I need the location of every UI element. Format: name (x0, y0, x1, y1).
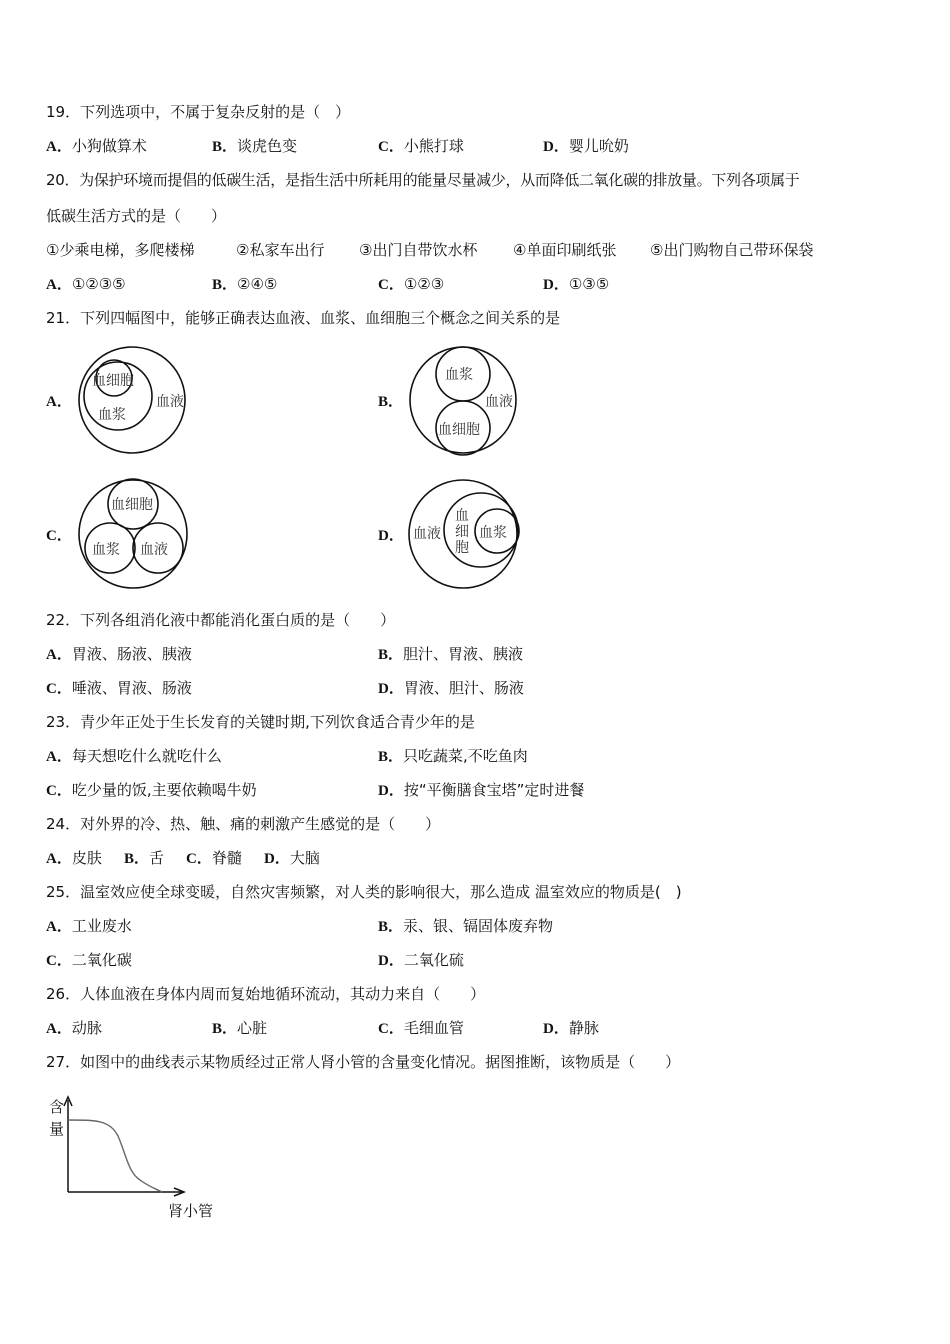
question-27-stem: 27．如图中的曲线表示某物质经过正常人肾小管的含量变化情况。据图推断，该物质是（ ） (46, 1053, 681, 1071)
option-text: 工业废水 (71, 917, 132, 935)
option-text: 按“平衡膳食宝塔”定时进餐 (403, 781, 585, 799)
option-text: 大脑 (289, 849, 320, 867)
q21-option-a-label: A． (46, 394, 72, 410)
option-text: 汞、银、镉固体废弃物 (403, 917, 554, 935)
q21-diagram-b (405, 344, 525, 456)
option-text: 心脏 (237, 1019, 268, 1037)
q26-option-b (212, 1018, 267, 1039)
question-23-stem: 23．青少年正处于生长发育的关键时期,下列饮食适合青少年的是 (46, 713, 475, 731)
q19-option-c (378, 136, 464, 157)
y-axis-label-2: 量 (49, 1120, 65, 1138)
question-20-stem-line2: 低碳生活方式的是（ ） (46, 207, 227, 225)
q20-item-2: ②私家车出行 (236, 241, 325, 259)
option-label: D． (543, 139, 569, 155)
q20-item-4: ④单面印刷纸张 (513, 241, 617, 259)
y-axis-label-1: 含 (49, 1098, 65, 1116)
option-text: 谈虎色变 (237, 137, 298, 155)
option-text: 每天想吃什么就吃什么 (71, 747, 222, 765)
option-label: C． (46, 783, 72, 799)
label-cell-char3: 胞 (455, 540, 469, 556)
q26-option-c (378, 1018, 464, 1039)
option-text: 二氧化硫 (403, 951, 464, 969)
option-label: C． (46, 953, 72, 969)
label-cell: 血细胞 (111, 497, 153, 513)
question-26-stem: 26．人体血液在身体内周而复始地循环流动，其动力来自（ ） (46, 985, 486, 1003)
q20-option-b (212, 274, 277, 295)
option-label: A． (46, 851, 72, 867)
q22-option-b (378, 644, 523, 665)
q20-item-5: ⑤出门购物自己带环保袋 (650, 241, 814, 259)
q19-option-a (46, 136, 147, 157)
option-text: ①③⑤ (568, 275, 610, 293)
q26-option-a (46, 1018, 102, 1039)
label-cell: 血细胞 (438, 422, 480, 438)
q21-diagram-d (405, 476, 525, 590)
option-label: D． (543, 277, 569, 293)
question-24-stem: 24．对外界的冷、热、触、痛的刺激产生感觉的是（ ） (46, 815, 441, 833)
option-label: C． (46, 681, 72, 697)
option-label: A． (46, 647, 72, 663)
option-label: A． (46, 139, 72, 155)
question-21-stem: 21．下列四幅图中，能够正确表达血液、血浆、血细胞三个概念之间关系的是 (46, 309, 561, 327)
option-text: 唾液、胃液、肠液 (71, 679, 192, 697)
label-cell: 血细胞 (92, 373, 134, 389)
q24-option-d (264, 848, 320, 869)
option-text: 胆汁、胃液、胰液 (403, 645, 524, 663)
option-text: 婴儿吮奶 (568, 137, 629, 155)
label-plasma: 血浆 (445, 367, 473, 383)
label-plasma: 血浆 (479, 525, 507, 541)
q21-diagram-a (76, 344, 196, 456)
q22-option-d (378, 678, 524, 699)
option-text: ①②③⑤ (71, 275, 126, 293)
q23-option-c (46, 780, 257, 801)
q21-diagram-c (76, 476, 196, 590)
q24-option-b (124, 848, 164, 869)
option-text: 胃液、肠液、胰液 (71, 645, 192, 663)
label-cell-char1: 血 (455, 508, 469, 524)
option-text: 吃少量的饭,主要依赖喝牛奶 (71, 781, 257, 799)
q25-option-c (46, 950, 132, 971)
option-label: D． (543, 1021, 569, 1037)
q21-option-b-label: B． (378, 394, 404, 410)
option-text: 脊髓 (211, 849, 242, 867)
option-text: 毛细血管 (403, 1019, 464, 1037)
option-text: 动脉 (71, 1019, 102, 1037)
q20-option-d (543, 274, 609, 295)
q23-option-b (378, 746, 528, 767)
content-curve (68, 1120, 162, 1192)
option-label: B． (378, 749, 404, 765)
option-text: 胃液、胆汁、肠液 (403, 679, 524, 697)
q23-option-a (46, 746, 222, 767)
q22-option-a (46, 644, 192, 665)
q19-option-d (543, 136, 629, 157)
label-plasma: 血浆 (98, 407, 126, 423)
option-label: C． (378, 1021, 404, 1037)
option-label: D． (378, 681, 404, 697)
option-label: D． (264, 851, 290, 867)
option-label: C． (186, 851, 212, 867)
option-label: B． (378, 919, 404, 935)
label-blood: 血液 (140, 542, 168, 558)
q24-option-c (186, 848, 242, 869)
option-text: 静脉 (568, 1019, 599, 1037)
q24-option-a (46, 848, 102, 869)
option-label: A． (46, 749, 72, 765)
option-label: A． (46, 919, 72, 935)
label-cell-char2: 细 (455, 524, 469, 540)
q26-option-d (543, 1018, 599, 1039)
option-text: 只吃蔬菜,不吃鱼肉 (403, 747, 528, 765)
q20-option-c (378, 274, 444, 295)
question-22-stem: 22．下列各组消化液中都能消化蛋白质的是（ ） (46, 611, 396, 629)
q20-item-3: ③出门自带饮水杯 (359, 241, 478, 259)
q22-option-c (46, 678, 192, 699)
option-label: C． (378, 277, 404, 293)
label-blood: 血液 (485, 394, 513, 410)
option-text: 舌 (149, 849, 165, 867)
option-text: 小狗做算术 (71, 137, 147, 155)
option-label: D． (378, 783, 404, 799)
label-blood: 血液 (156, 394, 184, 410)
option-label: D． (378, 953, 404, 969)
q25-option-a (46, 916, 132, 937)
q27-content-graph (44, 1092, 234, 1222)
q20-option-a (46, 274, 126, 295)
question-25-stem: 25．温室效应使全球变暖，自然灾害频繁，对人类的影响很大，那么造成 温室效应的物质是( ) (46, 883, 682, 901)
question-20-stem-line1: 20．为保护环境而提倡的低碳生活，是指生活中所耗用的能量尽量减少，从而降低二氧化碳的排放量。下列各项属于 (46, 171, 800, 189)
option-label: B． (212, 277, 238, 293)
option-text: 小熊打球 (403, 137, 464, 155)
q25-option-b (378, 916, 553, 937)
question-19-stem: 19．下列选项中，不属于复杂反射的是（ ） (46, 103, 351, 121)
q21-option-d-label: D． (378, 528, 404, 544)
q19-option-b (212, 136, 297, 157)
option-label: B． (378, 647, 404, 663)
option-label: B． (212, 139, 238, 155)
label-plasma: 血浆 (92, 542, 120, 558)
option-label: A． (46, 1021, 72, 1037)
q20-item-1: ①少乘电梯，多爬楼梯 (46, 241, 195, 259)
option-text: ①②③ (403, 275, 445, 293)
option-text: 皮肤 (71, 849, 102, 867)
q21-option-c-label: C． (46, 528, 72, 544)
label-blood: 血液 (413, 526, 441, 542)
option-label: B． (212, 1021, 238, 1037)
q23-option-d (378, 780, 584, 801)
option-text: ②④⑤ (237, 275, 278, 293)
option-label: B． (124, 851, 150, 867)
x-axis-label: 肾小管 (168, 1202, 214, 1220)
q25-option-d (378, 950, 464, 971)
option-label: C． (378, 139, 404, 155)
option-label: A． (46, 277, 72, 293)
option-text: 二氧化碳 (71, 951, 132, 969)
